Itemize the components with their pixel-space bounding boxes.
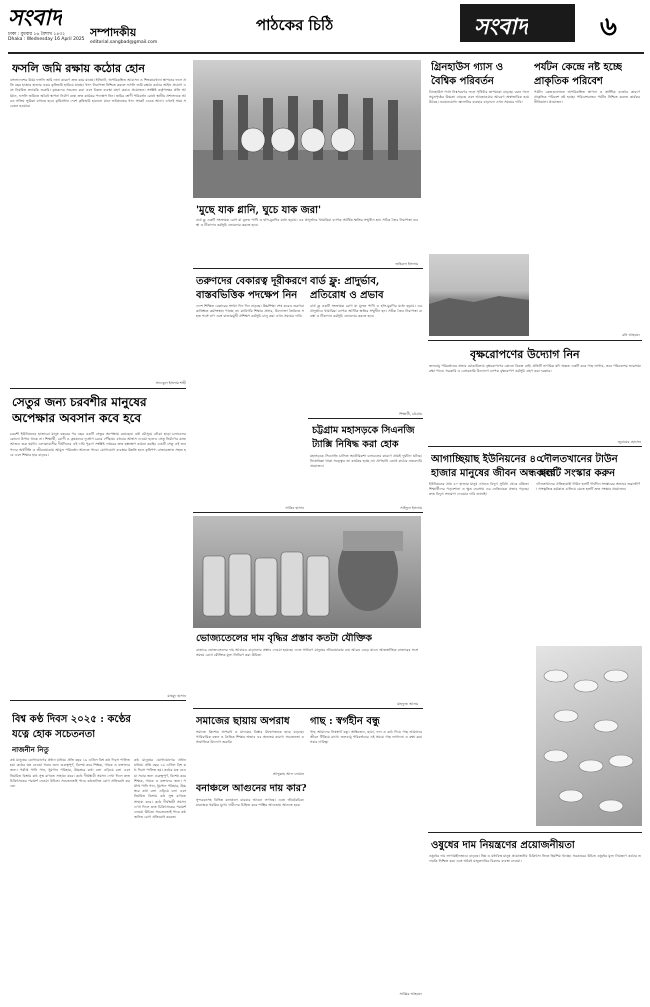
divider-mid-3 [193,512,423,513]
byline-a4: সাকিব হাসান [285,506,304,510]
photo-oil-market [193,516,421,628]
logo-right: সংবাদ [474,14,529,40]
body-a15: দৌলতখানের ঐতিহ্যবাহী টাউন হলটি দীর্ঘদিন সংস্কারের অভাবে জরাজীর্ণ। সাংস্কৃতিক কর্মকাণ্ড চালিয়ে যেতে হলটি দ্রুত সংস্কার প্রয়োজন। [536,482,640,492]
body-a8: সমাজে কিশোর অপরাধ ও মাদকের বিস্তার উদ্বেগজনক হারে বাড়ছে। পারিবারিক বন্ধন ও নৈতিক শিক্ষার অভাব এর অন্যতম কারণ। সচেতনতা ও সামাজিক উদ্যোগ জরুরি। [196,730,304,745]
body-a6: মহাসড়কে সিএনজি চালিত অটোরিকশা চলাচলের কারণে প্রায়ই দুর্ঘটনা ঘটছে। নিষেধাজ্ঞা থাকা সত্ত্বেও তা কার্যকর হচ্ছে না। প্রাণহানি রোধে কঠোর নজরদারি প্রয়োজন। [310,454,422,469]
page-title: পাঠকের চিঠি [256,16,334,34]
page-number: ৬ [600,12,617,42]
headline-a12-l2: প্রাকৃতিক পরিবেশ [534,76,603,87]
headline-a10: গাছ : স্বর্গহীন বন্ধু [310,716,380,727]
body-a3: কণ্ঠ মানুষের যোগাযোগের প্রধান মাধ্যম। প্রতি বছর ১৬ এপ্রিল বিশ্ব কণ্ঠ দিবস পালিত হয়। কণ্ঠের যত্ন নেওয়া সবার জন্য গুরুত্বপূর্ণ, বিশেষ করে শিক্ষক, গায়ক ও বক্তাদের জন্য। পর্যাপ্ত পানি পান, ধূমপান পরিহার, উচ্চস্বরে কথা বলা এড়িয়ে চলা এবং নিয়মিত বিশ্রাম কণ্ঠ সুস্থ রাখতে সাহায্য করে। কণ্ঠে দীর্ঘস্থায়ী সমস্যা দেখা দিলে দ্রুত চিকিৎসকের পরামর্শ নেওয়া উচিত। সচেতনতাই পারে কণ্ঠজনিত রোগ প্রতিরোধ করতে। [10,758,130,789]
divider-mid-2 [308,418,423,419]
headline-a13: বৃক্ষরোপণের উদ্যোগ নিন [470,348,580,361]
body-a3-cont: কণ্ঠ মানুষের যোগাযোগের প্রধান মাধ্যম। প্রতি বছর ১৬ এপ্রিল বিশ্ব কণ্ঠ দিবস পালিত হয়। কণ্ঠের যত্ন নেওয়া সবার জন্য গুরুত্বপূর্ণ, বিশেষ করে শিক্ষক, গায়ক ও বক্তাদের জন্য। পর্যাপ্ত পানি পান, ধূমপান পরিহার, উচ্চস্বরে কথা বলা এড়িয়ে চলা এবং নিয়মিত বিশ্রাম কণ্ঠ সুস্থ রাখতে সাহায্য করে। কণ্ঠে দীর্ঘস্থায়ী সমস্যা দেখা দিলে দ্রুত চিকিৎসকের পরামর্শ নেওয়া উচিত। সচেতনতাই পারে কণ্ঠজনিত রোগ প্রতিরোধ করতে। [134,758,186,820]
body-a14: ইউনিয়নের প্রায় ৪০ হাজার মানুষ এখনও বিদ্যুৎ সুবিধা থেকে বঞ্চিত। শিক্ষার্থীদের পড়াশোনা ও ক্ষুদ্র ব্যবসায় এর নেতিবাচক প্রভাব পড়ছে। দ্রুত বিদ্যুৎ সংযোগ দেওয়ার দাবি জানাই। [429,482,529,497]
masthead-rule [8,52,644,54]
byline-a10: সাব্বির আহমেদ [399,992,422,996]
body-a2: চরবশী ইউনিয়নের হাজারো মানুষ বছরের পর বছর একটি সেতুর অপেক্ষায় রয়েছেন। বর্ষা মৌসুমে নৌকা ছাড়া চলাচলের কোনো উপায় থাকে না। শিক্ষার্থী, রোগী ও কৃষকদের দুর্ভোগ চরমে পৌঁছায়। বহুবার আশ্বাস দেওয়া হলেও সেতু নির্মাণের কাজ আজও শুরু হয়নি। এলাকাবাসীর দীর্ঘদিনের এই দাবি পূরণে সংশ্লিষ্ট দপ্তরের দ্রুত হস্তক্ষেপ কামনা করছি। একটি সেতু এই জনপদের অর্থনীতি ও জীবনযাত্রায় আমূল পরিবর্তন আনতে পারে। যোগাযোগ ব্যবস্থার উন্নতি হলে কৃষিপণ্য বাজারজাত সহজ হবে এবং শিক্ষার হার বাড়বে। [10,432,186,457]
byline-a6: সাইফুল ইসলাম [400,506,422,510]
body-a1: বাংলাদেশের উর্বর ফসলি জমি নানা কারণে দ্রুত কমে যাচ্ছে। ইটভাটা, অপরিকল্পিত আবাসন ও শিল্পকারখানা স্থাপনের ফলে প্রতি বছর হাজার হাজার একর কৃষিজমি হারিয়ে যাচ্ছে। খাদ্য নিরাপত্তা নিশ্চিত করতে ফসলি জমি রক্ষায় কঠোর আইন প্রয়োগ এবং নিয়মিত তদারকি জরুরি। কৃষকদের সচেতন করা এবং বিকল্প ব্যবস্থা গ্রহণ করাও প্রয়োজন। সংশ্লিষ্ট কর্তৃপক্ষের প্রতি আহ্বান, ফসলি জমিতে অবৈধ স্থাপনা নির্মাণ বন্ধে দ্রুত কার্যকর পদক্ষেপ নিন। জমির শ্রেণী পরিবর্তন রোধে স্থানীয় প্রশাসনকে আরও সক্রিয় ভূমিকা রাখতে হবে। কৃষিপ্রধান দেশে কৃষিজমি হারানো মানে ভবিষ্যতের খাদ্য সংকট ডেকে আনা। এখনই সময় সচেতন হওয়ার। [10,78,186,109]
divider-mid-4 [193,708,423,709]
headline-a6-l2: ট্যাক্সি নিষিদ্ধ করা হোক [312,439,399,450]
photo-caption: 'মুছে যাক গ্লানি, ঘুচে যাক জরা' [196,205,322,216]
headline-a11-l2: বৈশ্বিক পরিবর্তন [431,76,494,87]
body-a7: বাজারে ভোজ্যতেলের দাম আবারও বাড়ানোর প্রস্তাব দেওয়া হয়েছে। এতে সাধারণ মানুষের জীবনযাত্রার ব্যয় আরও বেড়ে যাবে। আন্তর্জাতিক বাজারের সঙ্গে সমন্বয় রেখে যৌক্তিক মূল্য নির্ধারণ করা উচিত। [196,648,418,658]
body-caption: বার্ড ফ্লু একটি সংক্রামক রোগ যা মূলত পাখি ও হাঁস-মুরগির মধ্যে ছড়ায়। এর প্রাদুর্ভাবে খামারিরা ব্যাপক আর্থিক ক্ষতির সম্মুখীন হন। সঠিক জৈব নিরাপত্তা ব্যবস্থা ও টিকাদান কর্মসূচি জোরদার করতে হবে। [196,218,418,228]
divider-right-1 [428,340,642,341]
headline-a11-l1: গ্রিনহাউস গ্যাস ও [431,62,504,73]
byline-a7: মাহফুজ আলম [397,702,418,706]
photo-field [429,254,529,336]
divider-right-2 [428,446,642,447]
divider-a1 [10,388,186,389]
headline-a3-l2: যত্নে হোক সচেতনতা [12,729,96,740]
body-a12: পর্যটন কেন্দ্রগুলোতে অপরিকল্পিত স্থাপনা ও প্লাস্টিক বর্জ্যের কারণে প্রাকৃতিক পরিবেশ নষ্ট হচ্ছে। পরিবেশবান্ধব পর্যটন নিশ্চিত করতে কার্যকর নীতিমালা প্রয়োজন। [534,90,640,105]
headline-a12-l1: পর্যটন কেন্দ্রে নষ্ট হচ্ছে [534,62,623,73]
headline-a8: সমাজের ছায়ায় অপরাধ [196,716,290,727]
issue-date-en: Dhaka : Wednesday 16 April 2025 [8,37,85,42]
byline-a12: রনি আহমেদ [622,333,640,337]
issue-date-bn: ঢাকা : বুধবার ১৬ বৈশাখ ১৪৩২ [8,32,66,37]
headline-a15-l2: হলটি সংস্কার করুন [540,468,616,479]
divider-a2 [10,700,186,701]
headline-a6-l1: চট্টগ্রাম মহাসড়কে সিএনজি [312,425,415,436]
author-a3: নাজনীন নিতু [12,745,49,754]
byline-a1: সাদেকুল ইসলাম শাহী [155,381,186,385]
headline-a9: বনাঞ্চলে আগুনের দায় কার? [196,783,307,794]
divider-right-3 [428,832,642,833]
byline-a13: জুবায়ের হোসেন [617,440,641,444]
divider-mid-1 [193,268,423,269]
byline-caption: জহিরুল ইসলাম [395,262,418,266]
headline-a15-l1: দৌলতখানের টাউন [540,454,618,465]
headline-a5-l1: বার্ড ফ্লু: প্রাদুর্ভাব, [310,276,380,287]
section-title: সম্পাদকীয় [90,26,137,39]
headline-a14-l2: হাজার মানুষের জীবন অন্ধকারে [431,468,556,479]
headline-a3-l1: বিশ্ব কণ্ঠ দিবস ২০২৫ : কণ্ঠের [12,714,131,725]
body-a11: গ্রিনহাউস গ্যাস নিঃসরণের ফলে পৃথিবীর তাপমাত্রা বাড়ছে। বরফ গলে সমুদ্রপৃষ্ঠের উচ্চতা বাড়ছে এবং আবহাওয়ার আচরণ অস্বাভাবিক হয়ে উঠছে। নবায়নযোগ্য জ্বালানির ব্যবহার বাড়ানো এখন সময়ের দাবি। [429,90,529,105]
headline-a16: ওষুধের দাম নিয়ন্ত্রণের প্রয়োজনীয়তা [431,840,575,851]
headline-a4-l1: তরুণদের বেকারত্ব দূরীকরণে [196,276,308,287]
byline-a5: শিক্ষার্থী, চট্টগ্রাম [399,412,422,416]
headline-a1: ফসলি জমি রক্ষায় কঠোর হোন [12,62,145,75]
logo-left: সংবাদ [8,6,63,30]
headline-a14-l1: আগাচ্ছিয়াছ ইউনিয়নের ৪০ [431,454,543,465]
body-a9: সুন্দরবনসহ বিভিন্ন বনাঞ্চলে বারবার আগুন লাগছে। এতে জীববৈচিত্র্য মারাত্মক হুমকির মুখে। দায়ীদের চিহ্নিত করে শাস্তির আওতায় আনতে হবে। [196,798,304,808]
byline-a2: মাহমুদ হাসান [167,694,186,698]
logo-right-box [460,4,575,42]
photo-medicine [536,646,642,826]
body-a5: বার্ড ফ্লু একটি সংক্রামক রোগ যা মূলত পাখি ও হাঁস-মুরগির মধ্যে ছড়ায়। এর প্রাদুর্ভাবে খামারিরা ব্যাপক আর্থিক ক্ষতির সম্মুখীন হন। সঠিক জৈব নিরাপত্তা ব্যবস্থা ও টিকাদান কর্মসূচি জোরদার করতে হবে। [310,304,422,319]
headline-a2-l1: সেতুর জন্য চরবশীর মানুষের অপেক্ষার অবসান কবে হবে [12,395,147,425]
photo-procession [193,60,421,198]
headline-a7: ভোজ্যতেলের দাম বৃদ্ধির প্রস্তাব কতটা যৌক্তিক [196,633,373,644]
editorial-email: editorial.sangbad@gmail.com [90,40,158,45]
body-a16: ওষুধের দাম লাগামহীনভাবে বাড়ছে। নিম্ন ও মধ্যবিত্ত মানুষ প্রয়োজনীয় চিকিৎসা নিতে হিমশিম খাচ্ছে। সরকারের উচিত ওষুধের মূল্য নিয়ন্ত্রণে কঠোর তদারকি নিশ্চিত করা এবং অবৈধ মজুতদারির বিরুদ্ধে ব্যবস্থা নেওয়া। [429,854,641,864]
body-a4: দেশে শিক্ষিত বেকারের সংখ্যা দিন দিন বাড়ছে। উচ্চশিক্ষা শেষ করেও তরুণরা কাঙ্ক্ষিত কর্মসংস্থান পাচ্ছে না। কারিগরি শিক্ষার প্রসার, উদ্যোক্তা তৈরিতে সহজ শর্তে ঋণ এবং বাজারমুখী প্রশিক্ষণ কর্মসূচি চালু করা এখন সময়ের দাবি। [196,304,304,319]
headline-a4-l2: বাস্তবভিত্তিক পদক্ষেপ নিন [196,290,298,301]
body-a13: জলবায়ু পরিবর্তনের প্রভাব মোকাবিলায় বৃক্ষরোপণের কোনো বিকল্প নেই। প্রতিটি নাগরিক যদি অন্তত একটি করে গাছ লাগায়, তবে পরিবেশের ভারসাম্য রক্ষা পাবে। সরকারি ও বেসরকারি উদ্যোগে ব্যাপক বৃক্ষরোপণ কর্মসূচি গ্রহণ করা দরকার। [429,364,641,374]
body-a10: গাছ আমাদের নিঃস্বার্থ বন্ধু। অক্সিজেন, ছায়া, ফল ও কাঠ দিয়ে গাছ আমাদের জীবন টিকিয়ে রাখে। জলবায়ু পরিবর্তনের এই সময়ে গাছ লাগানো ও রক্ষা করা সবার দায়িত্ব। [310,730,422,745]
headline-a5-l2: প্রতিরোধ ও প্রভাব [310,290,384,301]
byline-a8: আব্দুল্লাহ আল নোমান [272,772,304,776]
